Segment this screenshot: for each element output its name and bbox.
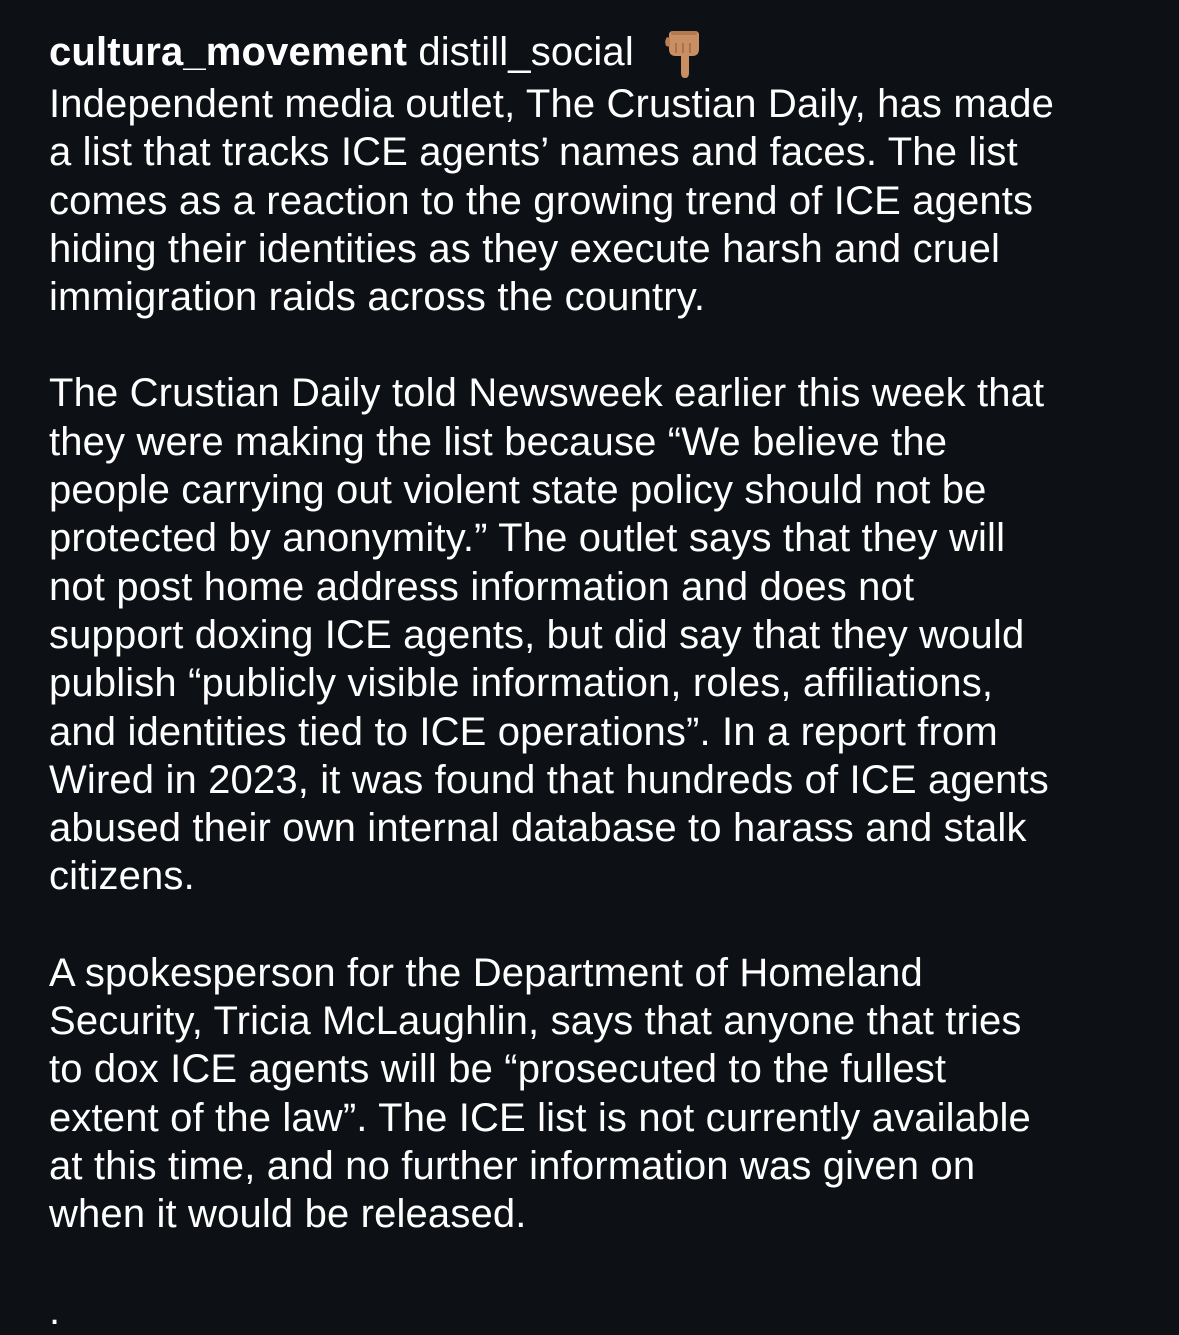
backhand-index-pointing-down-icon [663, 29, 703, 79]
caption-header [49, 28, 1149, 80]
caption-paragraph-3: A spokesperson for the Department of Homeland Security, Tricia McLaughlin, says that anyone that tries to dox ICE agents will be “prosecuted to the fullest extent of the law”. The ICE list is not currently available at this time, and no further information was given on when it would be released. [49, 950, 1031, 1237]
post-caption [49, 28, 1149, 1335]
caption-paragraph-1: Independent media outlet, The Crustian Daily, has made a list that tracks ICE agents’ names and faces. The list comes as a reaction to the growing trend of ICE agents hiding their identities as they execute harsh and cruel immigration raids across the country. [49, 82, 1054, 320]
caption-paragraph-2: The Crustian Daily told Newsweek earlier this week that they were making the list because “We believe the people carrying out violent state policy should not be protected by anonymity.” The outlet says that they will not post home address information and does not support doxing ICE agents, but did say that they would publish “publicly visible information, roles, affiliations, and identities tied to ICE operations”. In a report from Wired in 2023, it was found that hundreds of ICE agents abused their own internal database to harass and stalk citizens. [49, 371, 1049, 899]
username-link[interactable]: cultura_movement [49, 30, 408, 74]
trailing-dot: . [49, 1288, 61, 1333]
mention-link[interactable]: distill_social [418, 30, 634, 74]
